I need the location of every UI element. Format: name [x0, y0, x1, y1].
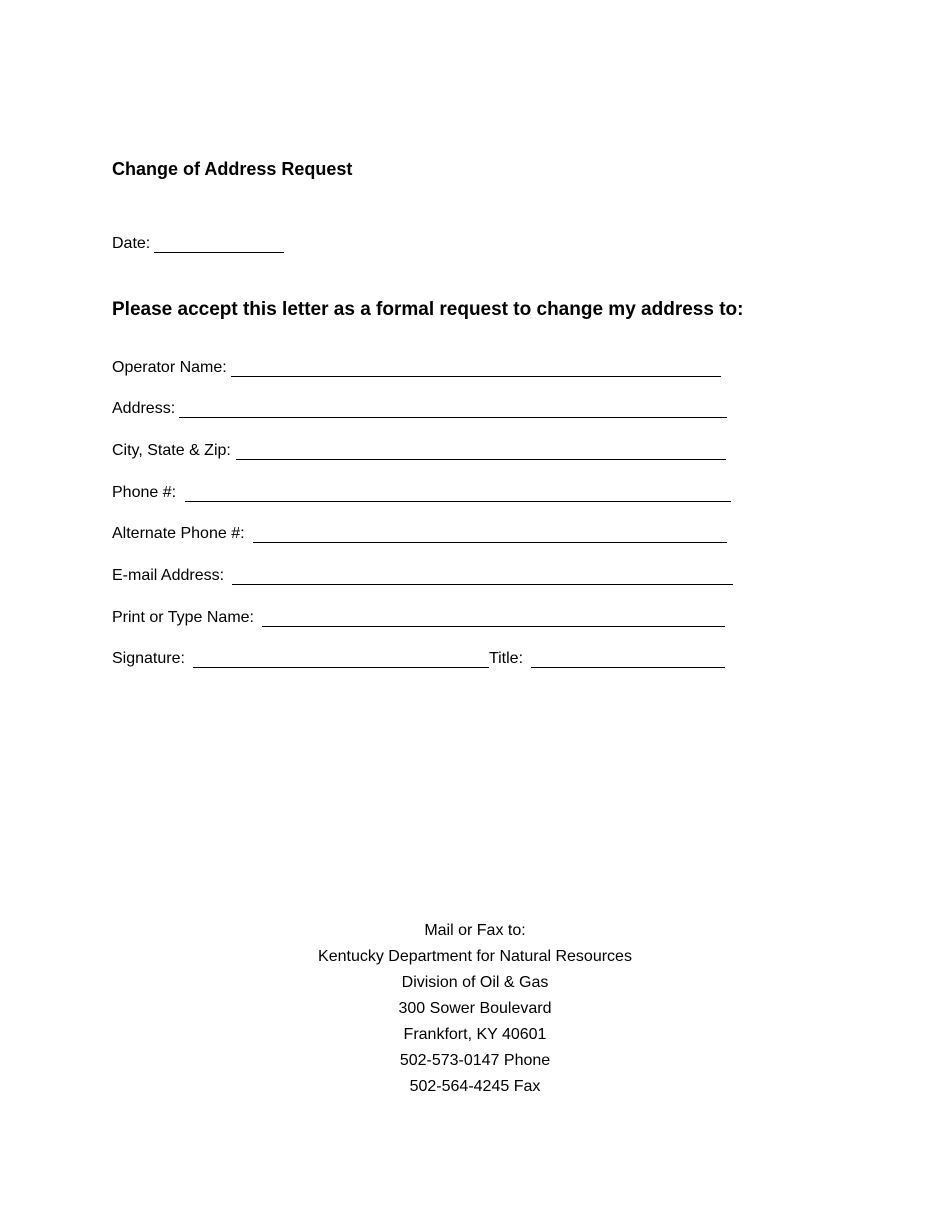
date-label: Date:	[112, 235, 151, 252]
signature-label: Signature:	[112, 650, 185, 667]
phone-field	[112, 480, 731, 502]
city-state-zip-field	[112, 438, 726, 460]
department-name: Kentucky Department for Natural Resources	[318, 948, 632, 965]
intro-statement: Please accept this letter as a formal request to change my address to:	[112, 299, 744, 320]
title-blank[interactable]	[531, 649, 725, 668]
operator-name-blank[interactable]	[231, 358, 721, 377]
print-name-field	[112, 605, 725, 627]
date-blank[interactable]	[154, 234, 284, 253]
email-field	[112, 563, 733, 585]
alternate-phone-blank[interactable]	[253, 524, 727, 543]
page-title: Change of Address Request	[112, 159, 353, 179]
email-blank[interactable]	[232, 566, 733, 585]
mail-or-fax-heading: Mail or Fax to:	[424, 922, 526, 939]
city-state-zip-blank[interactable]	[236, 441, 726, 460]
street-address: 300 Sower Boulevard	[398, 1000, 552, 1017]
phone-number: 502-573-0147 Phone	[399, 1052, 551, 1069]
title-label: Title:	[488, 650, 524, 667]
date-field	[112, 231, 284, 253]
division-name: Division of Oil & Gas	[401, 974, 549, 991]
operator-name-field	[112, 355, 721, 377]
address-label: Address:	[112, 400, 176, 417]
alternate-phone-field	[112, 521, 727, 543]
city-state-zip-label: City, State & Zip:	[112, 442, 231, 459]
fax-number: 502-564-4245 Fax	[409, 1078, 541, 1095]
print-name-label: Print or Type Name:	[112, 609, 254, 626]
address-field	[112, 396, 727, 418]
mailing-address-block	[0, 918, 950, 1100]
email-label: E-mail Address:	[112, 567, 225, 584]
signature-blank[interactable]	[193, 649, 489, 668]
print-name-blank[interactable]	[262, 608, 725, 627]
operator-name-label: Operator Name:	[112, 359, 227, 376]
phone-label: Phone #:	[112, 484, 177, 501]
address-blank[interactable]	[179, 399, 727, 418]
city-state-zip: Frankfort, KY 40601	[403, 1026, 547, 1043]
alternate-phone-label: Alternate Phone #:	[112, 525, 245, 542]
phone-blank[interactable]	[185, 483, 731, 502]
signature-title-field	[112, 646, 725, 668]
